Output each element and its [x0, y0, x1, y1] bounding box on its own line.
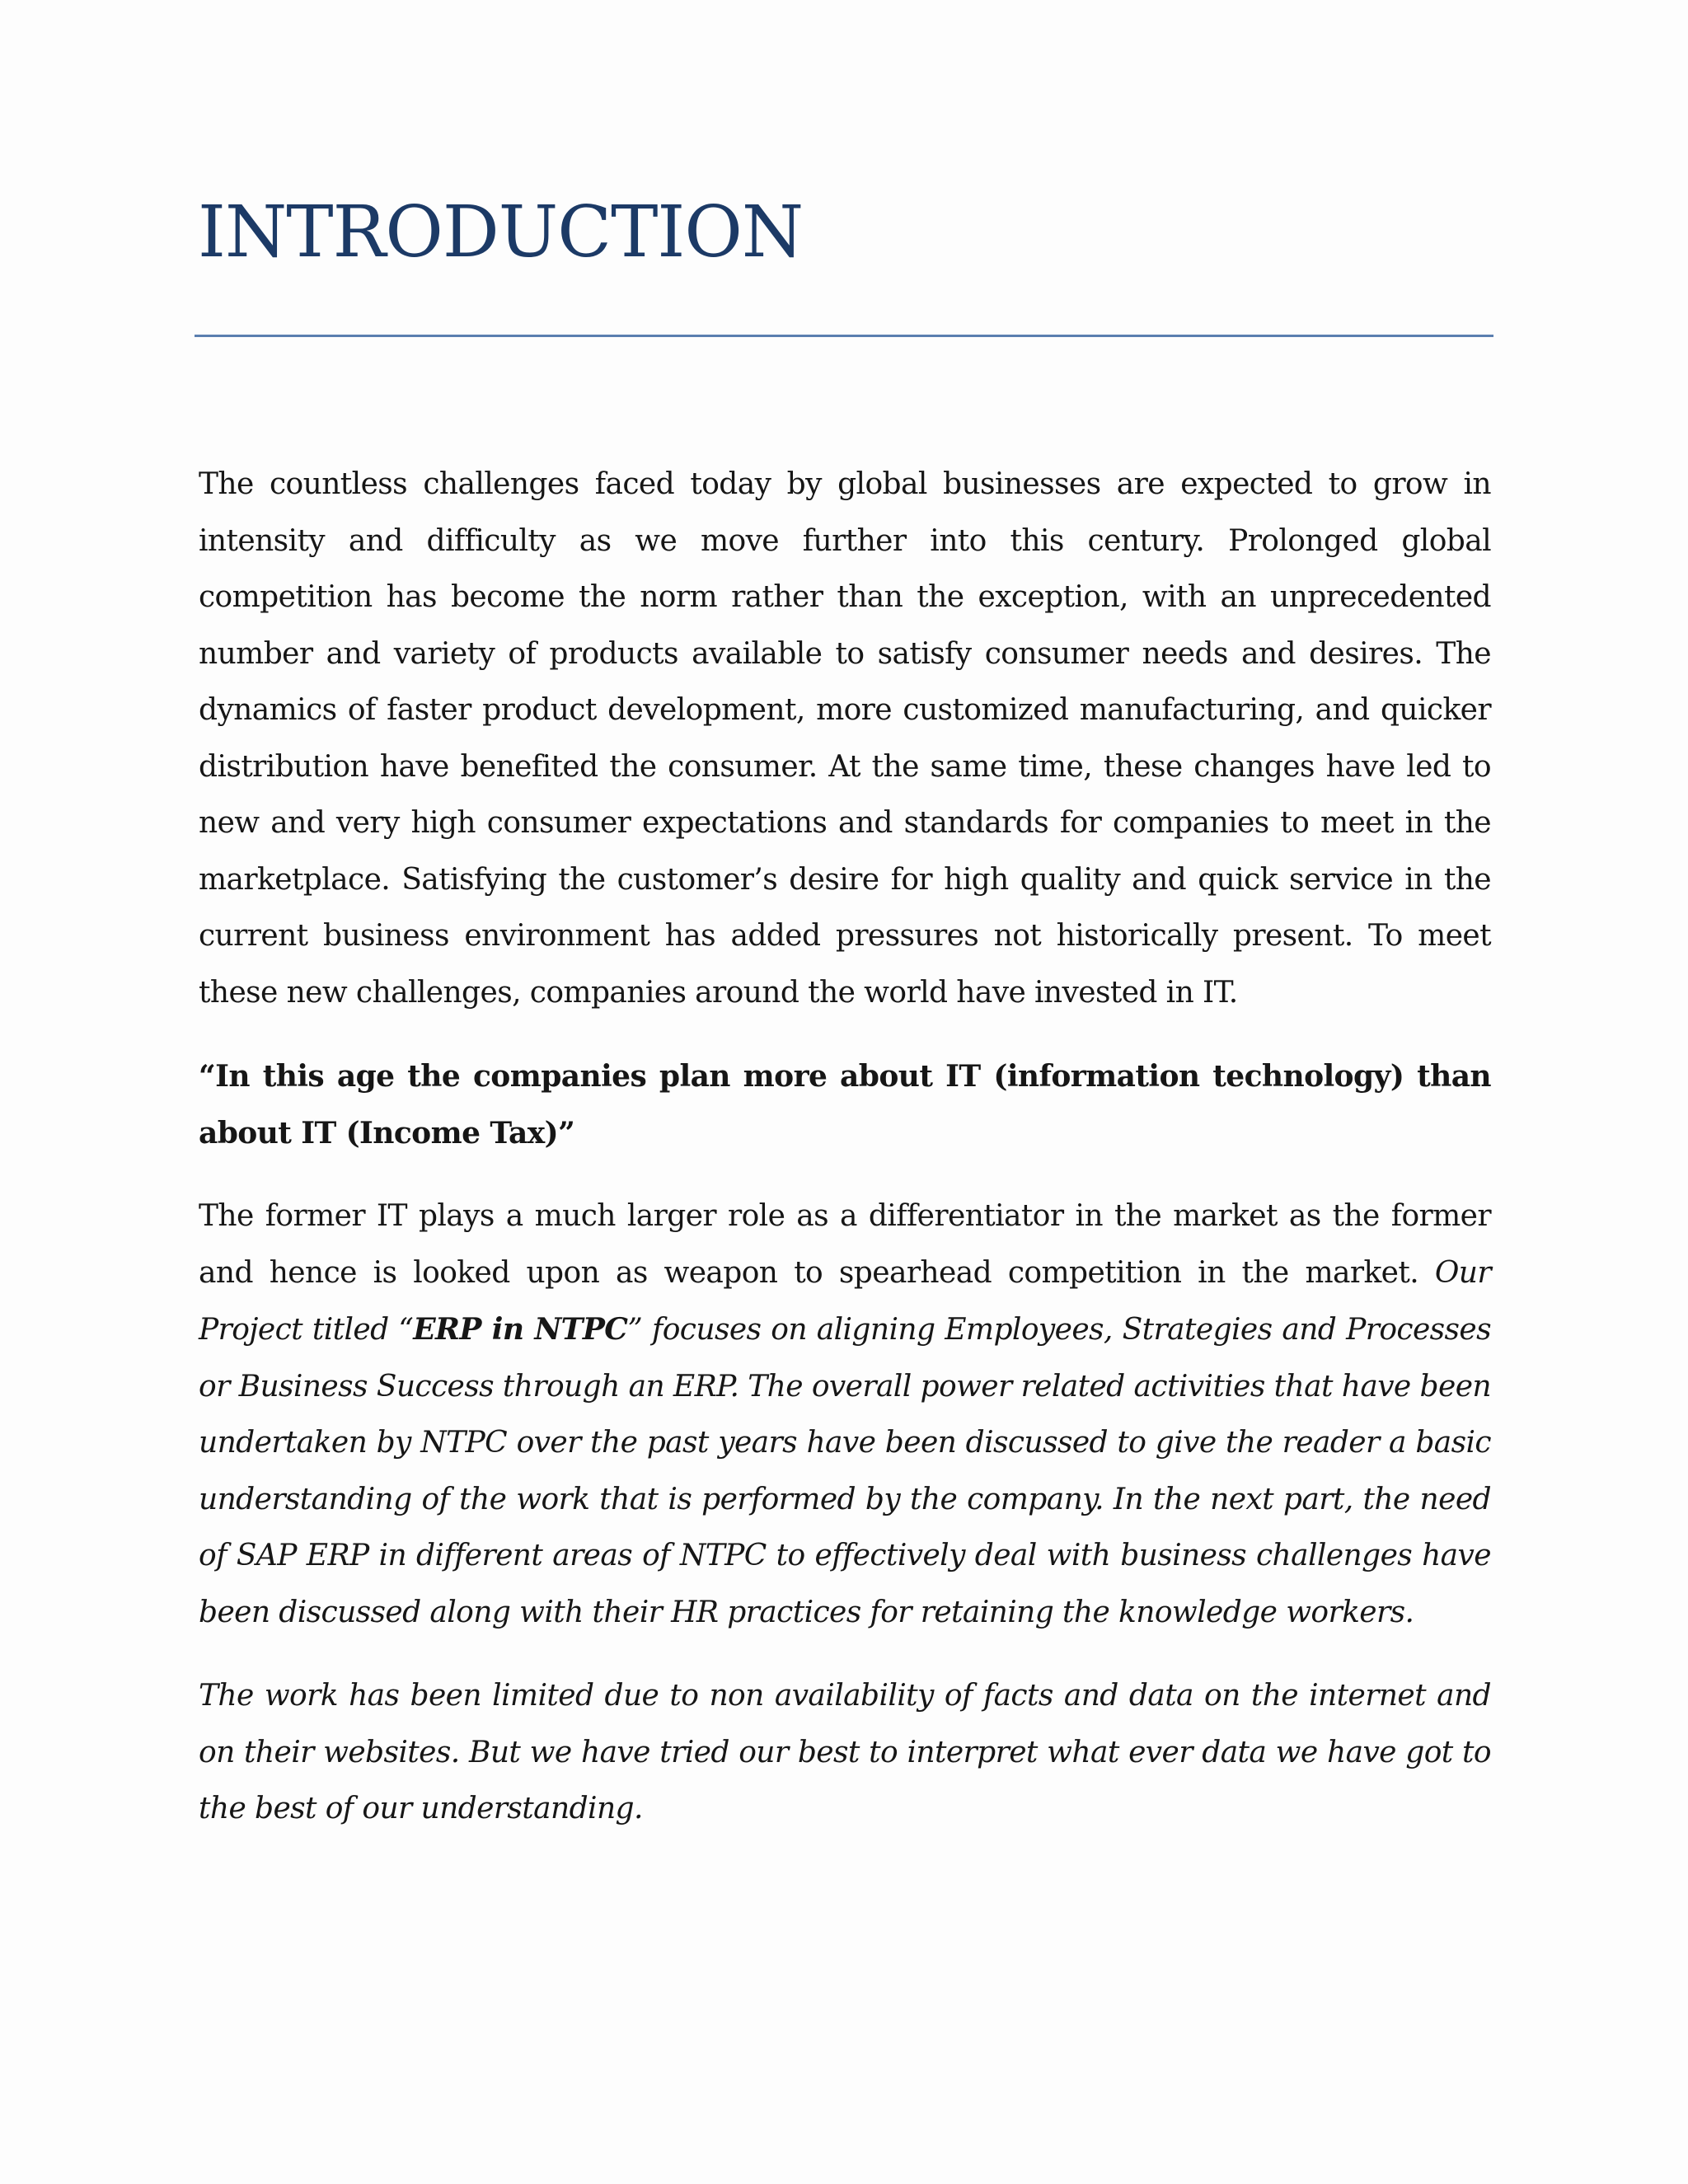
project-title: ERP in NTPC: [413, 1312, 628, 1347]
limitations-paragraph: The work has been limited due to non availability of facts and data on the internet and on their websites. But we have tried our best to interpret what ever data we have got to the best of our understanding.: [199, 1679, 1491, 1825]
quote-paragraph: “In this age the companies plan more about IT (information technology) than about IT (Income Tax)”: [199, 1059, 1491, 1151]
project-paragraph-italic-lead: Our Project titled “: [199, 1255, 1491, 1347]
project-paragraph: [199, 1188, 1491, 1641]
page-title: INTRODUCTION: [198, 191, 804, 274]
project-paragraph-plain: The former IT plays a much larger role as a differentiator in the market as the former and hence is looked upon as weapon to spearhead competition in the market.: [199, 1199, 1491, 1290]
title-divider: [195, 335, 1493, 337]
document-body: [199, 457, 1491, 1865]
project-paragraph-italic-rest: ” focuses on aligning Employees, Strategies and Processes or Business Success through an ERP. The overall power related activities that have been undertaken by NTPC over the past years have been discussed to give the reader a basic understanding of the work that is performed by the company. In the next part, the need of SAP ERP in different areas of NTPC to effectively deal with business challenges have been discussed along with their HR practices for retaining the knowledge workers.: [199, 1313, 1491, 1629]
intro-paragraph: The countless challenges faced today by global businesses are expected to grow in intensity and difficulty as we move further into this century. Prolonged global competition has become the norm rather than the exception, with an unprecedented number and variety of products available to satisfy consumer needs and desires. The dynamics of faster product development, more customized manufacturing, and quicker distribution have benefited the consumer. At the same time, these changes have led to new and very high consumer expectations and standards for companies to meet in the marketplace. Satisfying the customer’s desire for high quality and quick service in the current business environment has added pressures not historically present. To meet these new challenges, companies around the world have invested in IT.: [199, 467, 1491, 1010]
